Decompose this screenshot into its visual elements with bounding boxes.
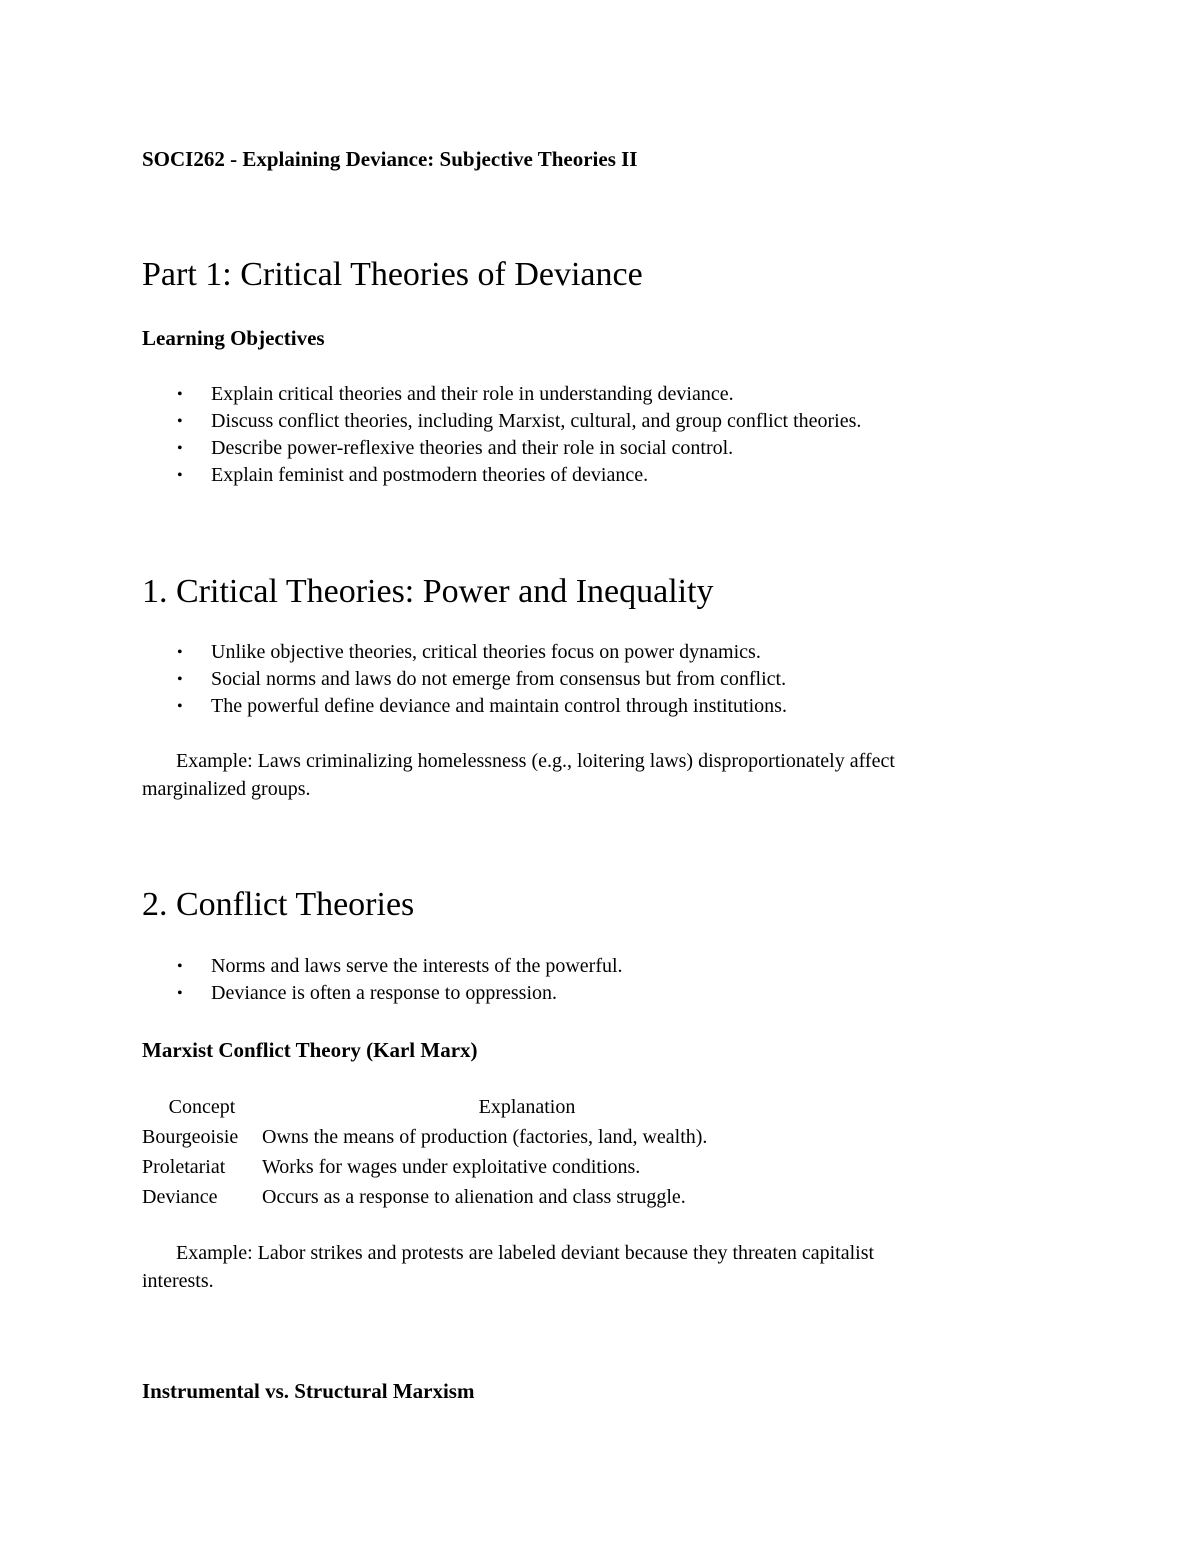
section2-bullet-list — [142, 953, 623, 1007]
list-item: • Norms and laws serve the interests of the powerful. — [142, 953, 623, 980]
table-row — [142, 1122, 792, 1152]
table-row — [142, 1182, 792, 1212]
bullet-icon: • — [177, 958, 183, 975]
list-item: • Discuss conflict theories, including Marxist, cultural, and group conflict theories. — [142, 408, 861, 435]
table-header-row — [142, 1092, 792, 1122]
learning-objectives-list — [142, 381, 861, 489]
example-line: Example: Labor strikes and protests are labeled deviant because they threaten capitalist — [176, 1242, 875, 1264]
table-cell-concept: Proletariat — [142, 1156, 226, 1178]
section1-bullet-list — [142, 639, 787, 720]
bullet-icon: • — [177, 698, 183, 715]
learning-objectives-heading: Learning Objectives — [142, 326, 325, 350]
table-header-explanation: Explanation — [478, 1096, 576, 1118]
list-item: • The powerful define deviance and maintain control through institutions. — [142, 693, 787, 720]
table-header-concept: Concept — [168, 1096, 236, 1118]
example-line: interests. — [142, 1270, 214, 1292]
list-item: • Deviance is often a response to oppression. — [142, 980, 623, 1007]
bullet-icon: • — [177, 413, 183, 430]
list-item: • Social norms and laws do not emerge from consensus but from conflict. — [142, 666, 787, 693]
example-line: marginalized groups. — [142, 778, 311, 800]
bullet-icon: • — [177, 671, 183, 688]
section2-heading: 2. Conflict Theories — [142, 886, 415, 923]
instrumental-structural-heading: Instrumental vs. Structural Marxism — [142, 1379, 475, 1403]
bullet-icon: • — [177, 386, 183, 403]
document-title: SOCI262 - Explaining Deviance: Subjective Theories II — [142, 147, 638, 171]
table-row — [142, 1152, 792, 1182]
bullet-icon: • — [177, 985, 183, 1002]
part1-heading: Part 1: Critical Theories of Deviance — [142, 256, 643, 293]
bullet-icon: • — [177, 440, 183, 457]
list-item: • Unlike objective theories, critical theories focus on power dynamics. — [142, 639, 787, 666]
marxist-theory-heading: Marxist Conflict Theory (Karl Marx) — [142, 1038, 478, 1062]
table-cell-concept: Deviance — [142, 1186, 218, 1208]
bullet-icon: • — [177, 467, 183, 484]
marxist-concepts-table — [142, 1092, 792, 1212]
table-cell-explanation: Occurs as a response to alienation and class struggle. — [262, 1186, 686, 1208]
list-item: • Explain critical theories and their role in understanding deviance. — [142, 381, 861, 408]
list-item: • Describe power-reflexive theories and their role in social control. — [142, 435, 861, 462]
section1-heading: 1. Critical Theories: Power and Inequality — [142, 573, 714, 610]
table-cell-explanation: Owns the means of production (factories, land, wealth). — [262, 1126, 708, 1148]
section2-example — [142, 1239, 1042, 1295]
section1-example — [142, 747, 1042, 803]
table-cell-explanation: Works for wages under exploitative conditions. — [262, 1156, 641, 1178]
example-line: Example: Laws criminalizing homelessness (e.g., loitering laws) disproportionately affect — [176, 750, 895, 772]
table-cell-concept: Bourgeoisie — [142, 1126, 239, 1148]
list-item: • Explain feminist and postmodern theories of deviance. — [142, 462, 861, 489]
bullet-icon: • — [177, 644, 183, 661]
